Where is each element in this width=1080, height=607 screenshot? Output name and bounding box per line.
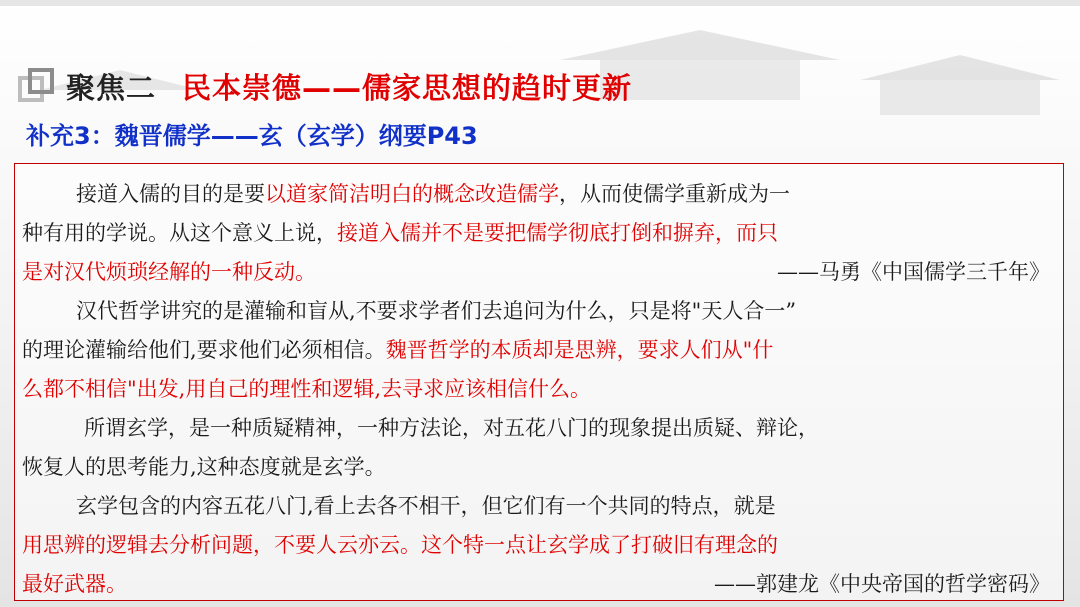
passage-line: 用思辨的逻辑去分析问题，不要人云亦云。这个特一点让玄学成了打破旧有理念的 (22, 533, 778, 557)
top-bar (0, 0, 1080, 6)
passage-line: 是对汉代烦琐经解的一种反动。 (22, 260, 316, 284)
passage-line: 最好武器。 (22, 572, 127, 596)
highlight-span: 接道入儒并不是要把儒学彻底打倒和摒弃，而只 (337, 221, 778, 245)
passage-line: 玄学包含的内容五花八门,看上去各不相干，但它们有一个共同的特点，就是 (76, 494, 776, 518)
overlapping-squares-icon (18, 68, 54, 104)
passage-line: 么都不相信"出发,用自己的理性和逻辑,去寻求应该相信什么。 (22, 377, 592, 401)
passage-line (22, 220, 778, 246)
page-title: 民本崇德——儒家思想的趋时更新 (182, 71, 633, 105)
passage-line: 恢复人的思考能力,这种态度就是玄学。 (22, 455, 386, 479)
highlight-span: 魏晋哲学的本质却是思辨，要求人们从"什 (385, 338, 774, 362)
passage-line (76, 181, 790, 207)
passage-line: 所谓玄学，是一种质疑精神，一种方法论，对五花八门的现象提出质疑、辩论， (84, 416, 819, 440)
text-span: 的理论灌输给他们,要求他们必须相信。 (22, 338, 386, 362)
text-span: 种有用的学说。从这个意义上说， (22, 221, 337, 245)
passage-line: 汉代哲学讲究的是灌输和盲从,不要求学者们去追问为什么，只是将"天人合一” (76, 299, 797, 323)
page-subtitle: 补充3：魏晋儒学——玄（玄学）纲要P43 (26, 122, 478, 150)
attribution: ——郭建龙《中央帝国的哲学密码》 (714, 572, 1050, 596)
highlight-span: 以道家简洁明白的概念改造儒学 (265, 182, 559, 206)
text-span: ，从而使儒学重新成为一 (559, 182, 790, 206)
attribution: ——马勇《中国儒学三千年》 (777, 260, 1050, 284)
text-span: 接道入儒的目的是要 (76, 182, 265, 206)
section-label: 聚焦二 (66, 71, 157, 105)
passage-line (22, 337, 773, 363)
